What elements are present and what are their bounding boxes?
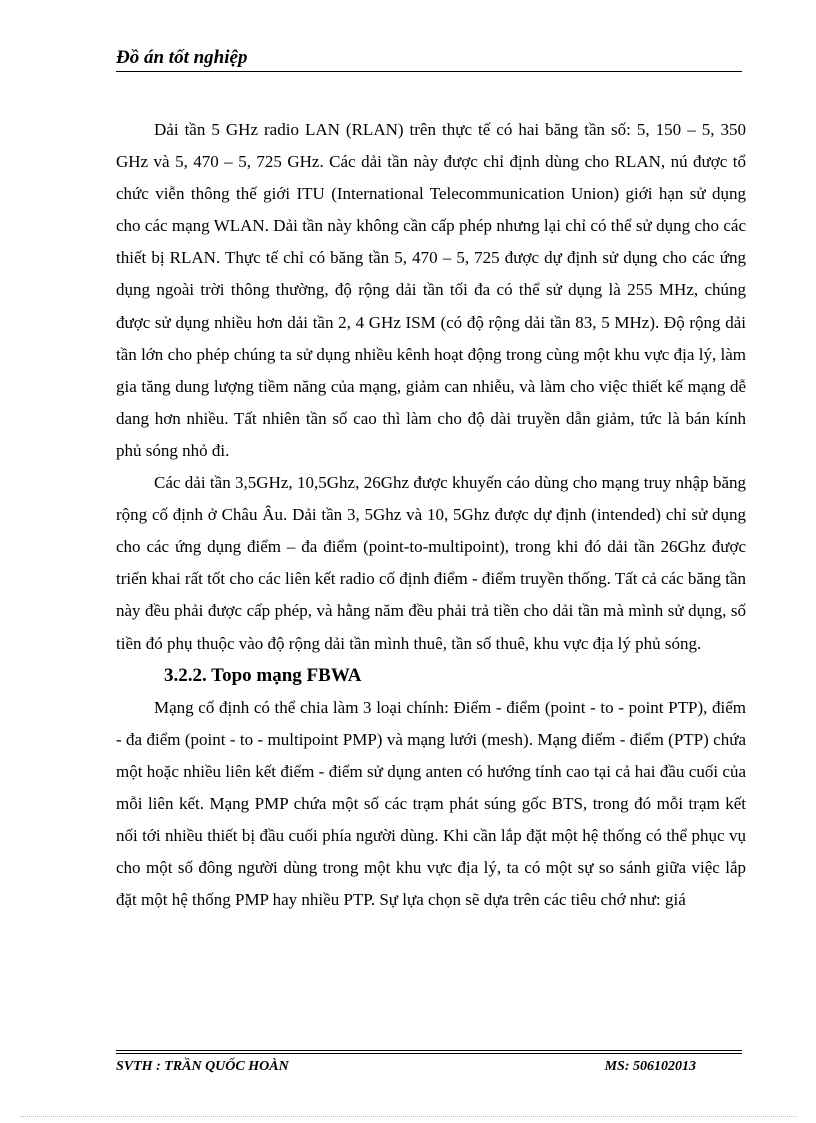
footer-student-id: MS: 506102013: [604, 1059, 696, 1074]
footer-divider-bottom: [116, 1053, 742, 1054]
page-header: [116, 46, 742, 72]
paragraph: Mạng cố định có thể chia làm 3 loại chính: Điểm - điểm (point - to - point PTP), điểm - đa điểm (point - to - multipoint PMP) và mạng lưới (mesh). Mạng điểm - điểm (PTP) chứa một hoặc nhiều liên kết điểm - điểm sử dụng anten có hướng tính cao tại cả hai đầu cuối của mỗi liên kết. Mạng PMP chứa một số các trạm phát súng gốc BTS, trong đó mỗi trạm kết nối tới nhiều thiết bị đầu cuối phía người dùng. Khi cần lắp đặt một hệ thống có thể phục vụ cho một số đông người dùng trong một khu vực địa lý, ta có một sự so sánh giữa việc lắp đặt một hệ thống PMP hay nhiều PTP. Sự lựa chọn sẽ dựa trên các tiêu chớ như: giá: [116, 697, 746, 910]
footer-row: [116, 1057, 742, 1077]
document-title: Đồ án tốt nghiệp: [116, 47, 248, 68]
page-footer: [116, 1050, 742, 1077]
section-heading: 3.2.2. Topo mạng FBWA: [164, 664, 362, 686]
footer-author: SVTH : TRẦN QUỐC HOÀN: [116, 1059, 289, 1074]
header-divider: [116, 71, 742, 72]
paragraph: Các dải tần 3,5GHz, 10,5Ghz, 26Ghz được khuyến cáo dùng cho mạng truy nhập băng rộng cố định ở Châu Âu. Dải tần 3, 5Ghz và 10, 5Ghz được dự định (intended) chỉ sử dụng cho các ứng dụng điểm – đa điểm (point-to-multipoint), trong khi đó dải tần 26Ghz được triển khai rất tốt cho các liên kết radio cố định điểm - điểm truyền thống. Tất cả các băng tần này đều phải được cấp phép, và hằng năm đều phải trả tiền cho dải tần mà mình sử dụng, số tiền đó phụ thuộc vào độ rộng dải tần mình thuê, tần số thuê, khu vực địa lý phủ sóng.: [116, 473, 746, 653]
footer-divider-top: [116, 1050, 742, 1051]
page-edge-divider: [20, 1116, 796, 1117]
document-body: [116, 114, 746, 916]
paragraph: Dải tần 5 GHz radio LAN (RLAN) trên thực tế có hai băng tần số: 5, 150 – 5, 350 GHz và 5, 470 – 5, 725 GHz. Các dải tần này được chỉ định dùng cho RLAN, nú được tổ chức viễn thông thế giới ITU (International Telecommunication Union) giới hạn sử dụng cho các mạng WLAN. Dải tần này không cần cấp phép nhưng lại chỉ có thể sử dụng cho các thiết bị RLAN. Thực tế chỉ có băng tần 5, 470 – 5, 725 được dự định sử dụng cho các ứng dụng ngoài trời thông thường, độ rộng dải tần tối đa có thể sử dụng là 255 MHz, chúng được sử dụng nhiều hơn dải tần 2, 4 GHz ISM (có độ rộng dải tần 83, 5 MHz). Độ rộng dải tần lớn cho phép chúng ta sử dụng nhiều kênh hoạt động trong cùng một khu vực địa lý, làm gia tăng dung lượng tiềm năng của mạng, giảm can nhiễu, và làm cho việc thiết kế mạng dễ dang hơn nhiều. Tất nhiên tần số cao thì làm cho độ dài truyền dẫn giảm, tức là bán kính phủ sóng nhỏ đi.: [116, 120, 746, 460]
